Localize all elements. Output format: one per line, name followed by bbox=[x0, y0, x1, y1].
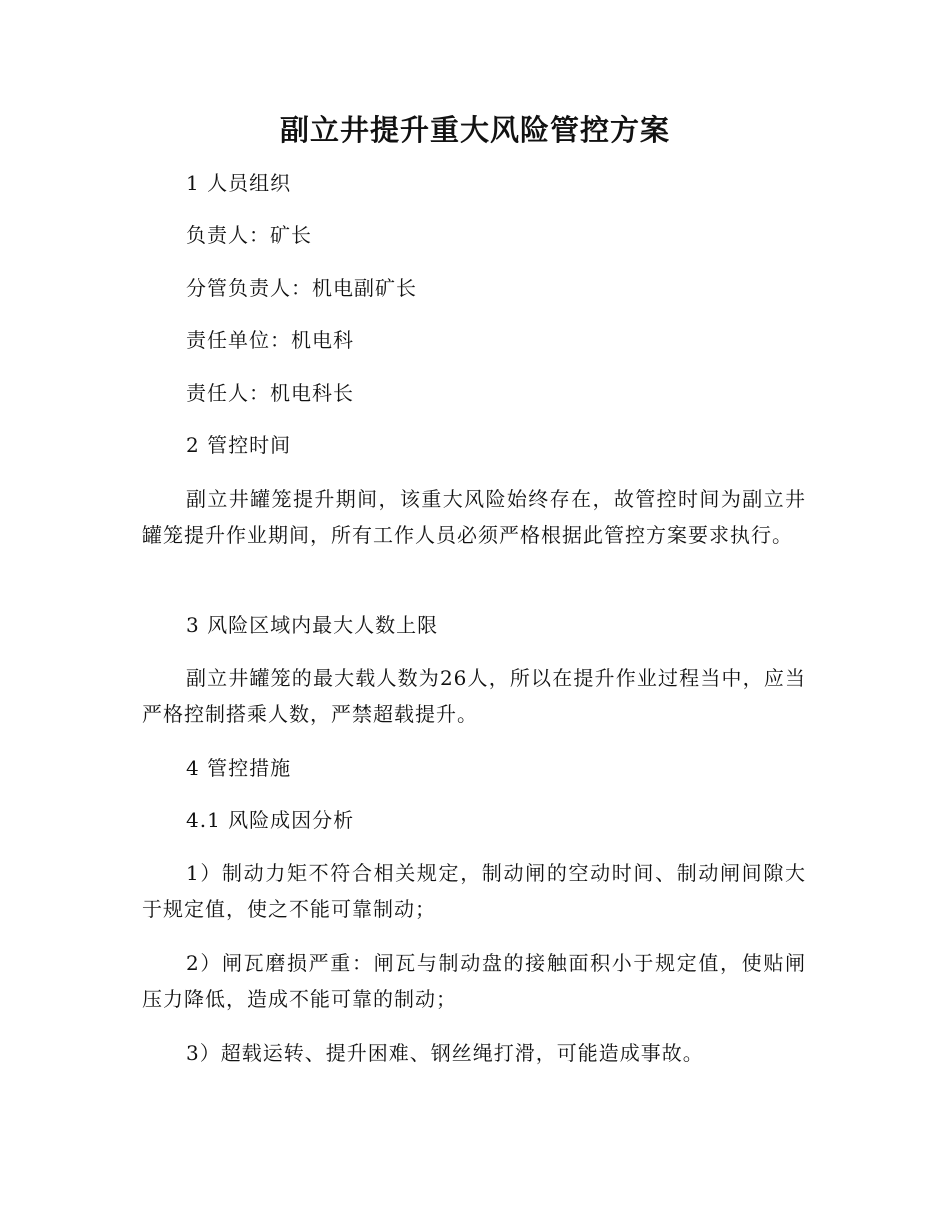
document-title: 副立井提升重大风险管控方案 bbox=[279, 113, 670, 147]
section-2-paragraph: 副立井罐笼提升期间，该重大风险始终存在，故管控时间为副立井罐笼提升作业期间，所有工作人员必须严格根据此管控方案要求执行。 bbox=[142, 487, 806, 547]
section-1-heading: 1 人员组织 bbox=[186, 171, 292, 195]
section-3-heading: 3 风险区域内最大人数上限 bbox=[186, 613, 439, 637]
section-3-paragraph: 副立井罐笼的最大载人数为26人，所以在提升作业过程当中，应当严格控制搭乘人数，严禁超载提升。 bbox=[142, 666, 806, 726]
responsible-person-line: 负责人：矿长 bbox=[186, 223, 312, 247]
deputy-responsible-line: 分管负责人：机电副矿长 bbox=[186, 276, 417, 300]
risk-item-2: 2）闸瓦磨损严重：闸瓦与制动盘的接触面积小于规定值，使贴闸压力降低，造成不能可靠的制动； bbox=[142, 951, 806, 1011]
risk-item-3: 3）超载运转、提升困难、钢丝绳打滑，可能造成事故。 bbox=[186, 1041, 704, 1065]
section-4-1-heading: 4.1 风险成因分析 bbox=[186, 808, 355, 832]
section-4-heading: 4 管控措施 bbox=[186, 756, 292, 780]
responsible-unit-line: 责任单位：机电科 bbox=[186, 328, 354, 352]
section-2-heading: 2 管控时间 bbox=[186, 433, 292, 457]
risk-item-1: 1）制动力矩不符合相关规定，制动闸的空动时间、制动闸间隙大于规定值，使之不能可靠制动； bbox=[142, 861, 806, 921]
responsible-officer-line: 责任人：机电科长 bbox=[186, 381, 354, 405]
